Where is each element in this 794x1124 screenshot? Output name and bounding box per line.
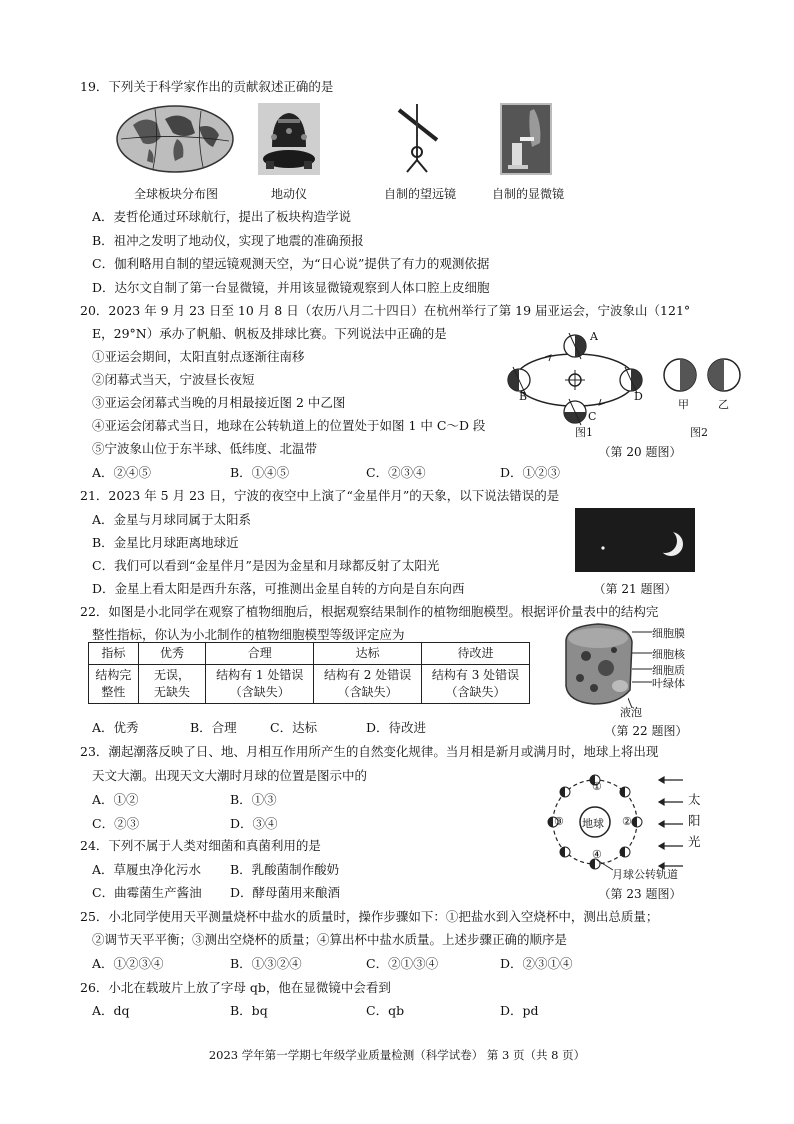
cell-line: 结构完 (95, 668, 132, 682)
orbit-label-b: B (519, 390, 528, 403)
q20-option-a[interactable]: A．②④⑤ (92, 465, 152, 480)
q20-statement-5: ⑤宁波象山位于东半球、低纬度、北温带 (92, 441, 318, 456)
moon-phase-diagram (662, 355, 742, 395)
q20-stem-line1: 20．2023 年 9 月 23 日至 10 月 8 日（农历八月二十四日）在杭州举行了第 19 届亚运会，宁波象山（121° (80, 303, 691, 318)
q20-option-b[interactable]: B．①④⑤ (230, 465, 290, 480)
q25-option-a[interactable]: A．①②③④ (92, 956, 164, 971)
q21-stem: 21．2023 年 5 月 23 日，宁波的夜空中上演了“金星伴月”的天象，以下说法错误的是 (80, 488, 560, 503)
telescope-image (393, 100, 443, 176)
cell-label-nucleus: 细胞核 (652, 648, 685, 661)
orbit-label-a: A (590, 330, 598, 343)
image-caption-telescope: 自制的望远镜 (383, 187, 456, 201)
q25-stem-line2: ②调节天平平衡；③测出空烧杯的质量；④算出杯中盐水质量。上述步骤正确的顺序是 (92, 932, 568, 947)
q23-option-b[interactable]: B．①③ (230, 792, 277, 807)
earth-orbit-diagram (505, 330, 655, 435)
evaluation-table (88, 642, 530, 704)
orbit-num-2: ② (622, 815, 632, 828)
q19-option-b[interactable]: B．祖冲之发明了地动仪，实现了地震的准确预报 (92, 233, 364, 248)
image-caption-seismoscope: 地动仪 (270, 187, 307, 201)
moon-jia-label: 甲 (678, 398, 689, 411)
q20-statement-4: ④亚运会闭幕式当日，地球在公转轨道上的位置处于如图 1 中 C～D 段 (92, 418, 486, 433)
orbit-label-d: D (634, 390, 643, 403)
cell-label-membrane: 细胞膜 (652, 627, 685, 640)
q19-stem: 19．下列关于科学家作出的贡献叙述正确的是 (80, 79, 334, 94)
q22-option-d[interactable]: D．待改进 (366, 720, 427, 735)
q20-option-c[interactable]: C．②③④ (366, 465, 426, 480)
q22-figure-caption: （第 22 题图） (604, 724, 688, 738)
moon-yi-label: 乙 (718, 398, 729, 411)
q23-figure-caption: （第 23 题图） (598, 887, 682, 901)
q21-option-b[interactable]: B．金星比月球距离地球近 (92, 535, 239, 550)
table-cell (422, 665, 530, 704)
cell-line: （含缺失） (445, 685, 506, 699)
q23-option-d[interactable]: D．③④ (230, 816, 278, 831)
q24-option-d[interactable]: D．酵母菌用来酿酒 (230, 885, 341, 900)
q25-option-b[interactable]: B．①③②④ (230, 956, 302, 971)
seismoscope-image (258, 103, 320, 175)
orbit-num-3: ③ (554, 815, 564, 828)
q20-stem-line2: E，29°N）承办了帆船、帆板及排球比赛。下列说法中正确的是 (92, 326, 447, 341)
q20-statement-1: ①亚运会期间，太阳直射点逐渐往南移 (92, 349, 305, 364)
table-cell (314, 665, 422, 704)
q19-option-c[interactable]: C．伽利略用自制的望远镜观测天空，为“日心说”提供了有力的观测依据 (92, 256, 490, 271)
table-header-cell: 指标 (89, 643, 139, 665)
q23-stem-line1: 23．潮起潮落反映了日、地、月相互作用所产生的自然变化规律。当月相是新月或满月时，地球上将出现 (80, 744, 659, 759)
sunlight-label-3: 光 (688, 834, 701, 849)
sunlight-label-2: 阳 (688, 813, 701, 828)
cell-line: 无误， (154, 668, 191, 682)
table-header-cell: 达标 (314, 643, 422, 665)
q22-option-b[interactable]: B．合理 (190, 720, 237, 735)
image-caption-plate-map: 全球板块分布图 (133, 187, 218, 201)
world-plate-map-image (115, 103, 235, 175)
sunlight-label-1: 太 (688, 792, 701, 807)
q20-statement-3: ③亚运会闭幕式当晚的月相最接近图 2 中乙图 (92, 395, 346, 410)
cell-line: 无缺失 (154, 685, 191, 699)
q20-option-d[interactable]: D．①②③ (500, 465, 561, 480)
table-header-cell: 合理 (206, 643, 314, 665)
moon-orbit-label: 月球公转轨道 (612, 868, 678, 881)
cell-line: 结构有 2 处错误 (323, 668, 412, 682)
plant-cell-model-image (558, 620, 638, 710)
cell-line: 结构有 3 处错误 (431, 668, 520, 682)
cell-label-vacuole: 液泡 (620, 706, 642, 719)
q26-stem: 26．小北在载玻片上放了字母 qb，他在显微镜中会看到 (80, 980, 391, 995)
fig1-label: 图1 (575, 426, 593, 439)
earth-label: 地球 (582, 817, 604, 830)
q25-option-d[interactable]: D．②③①④ (500, 956, 573, 971)
q23-option-c[interactable]: C．②③ (92, 816, 140, 831)
q21-option-a[interactable]: A．金星与月球同属于太阳系 (92, 512, 252, 527)
q26-option-d[interactable]: D．pd (500, 1003, 539, 1018)
table-cell (89, 665, 139, 704)
q19-option-d[interactable]: D．达尔文自制了第一台显微镜，并用该显微镜观察到人体口腔上皮细胞 (92, 280, 490, 295)
q22-stem-line2: 整性指标，你认为小北制作的植物细胞模型等级评定应为 (92, 627, 405, 642)
q26-option-b[interactable]: B．bq (230, 1003, 268, 1018)
cell-label-leader-lines (628, 620, 654, 710)
q26-option-c[interactable]: C．qb (366, 1003, 405, 1018)
table-header-cell: 优秀 (138, 643, 206, 665)
cell-line: （含缺失） (229, 685, 290, 699)
table-cell (206, 665, 314, 704)
table-header-cell: 待改进 (422, 643, 530, 665)
page-footer: 2023 学年第一学期七年级学业质量检测（科学试卷） 第 3 页（共 8 页） (208, 1048, 586, 1062)
q24-option-a[interactable]: A．草履虫净化污水 (92, 862, 202, 877)
q22-stem-line1: 22．如图是小北同学在观察了植物细胞后，根据观察结果制作的植物细胞模型。根据评价量表中的结构完 (80, 604, 659, 619)
cell-label-chloroplast: 叶绿体 (652, 677, 685, 690)
q22-option-a[interactable]: A．优秀 (92, 720, 139, 735)
microscope-image (500, 103, 552, 175)
orbit-label-leader (595, 858, 615, 872)
cell-line: （含缺失） (337, 685, 398, 699)
q21-option-d[interactable]: D．金星上看太阳是西升东落，可推测出金星自转的方向是自东向西 (92, 581, 465, 596)
q25-option-c[interactable]: C．②①③④ (366, 956, 439, 971)
fig2-label: 图2 (690, 426, 708, 439)
image-caption-microscope: 自制的显微镜 (491, 187, 564, 201)
sunlight-arrows (655, 772, 685, 872)
q25-stem-line1: 25．小北同学使用天平测量烧杯中盐水的质量时，操作步骤如下：①把盐水到入空烧杯中，测出总质量； (80, 909, 659, 924)
cell-label-cytoplasm: 细胞质 (652, 664, 685, 677)
orbit-num-4: ④ (592, 848, 602, 861)
cell-line: 结构有 1 处错误 (216, 668, 304, 682)
orbit-num-1: ① (592, 780, 602, 793)
table-header-row (89, 643, 530, 665)
q23-stem-line2: 天文大潮。出现天文大潮时月球的位置是图示中的 (92, 768, 368, 783)
cell-line: 整性 (101, 685, 126, 699)
table-cell (138, 665, 206, 704)
q20-figure-caption: （第 20 题图） (598, 445, 682, 459)
q24-option-b[interactable]: B．乳酸菌制作酸奶 (230, 862, 340, 877)
q23-option-a[interactable]: A．①② (92, 792, 139, 807)
q24-option-c[interactable]: C．曲霉菌生产酱油 (92, 885, 202, 900)
q21-figure-caption: （第 21 题图） (593, 582, 677, 596)
q20-statement-2: ②闭幕式当天，宁波昼长夜短 (92, 372, 255, 387)
q19-option-a[interactable]: A．麦哲伦通过环球航行，提出了板块构造学说 (92, 209, 352, 224)
table-row (89, 665, 530, 704)
venus-moon-night-photo (575, 508, 695, 572)
orbit-label-c: C (588, 410, 597, 423)
q21-option-c[interactable]: C．我们可以看到“金星伴月”是因为金星和月球都反射了太阳光 (92, 558, 440, 573)
q22-option-c[interactable]: C．达标 (270, 720, 318, 735)
q26-option-a[interactable]: A．dq (92, 1003, 130, 1018)
q24-stem: 24．下列不属于人类对细菌和真菌利用的是 (80, 838, 321, 853)
